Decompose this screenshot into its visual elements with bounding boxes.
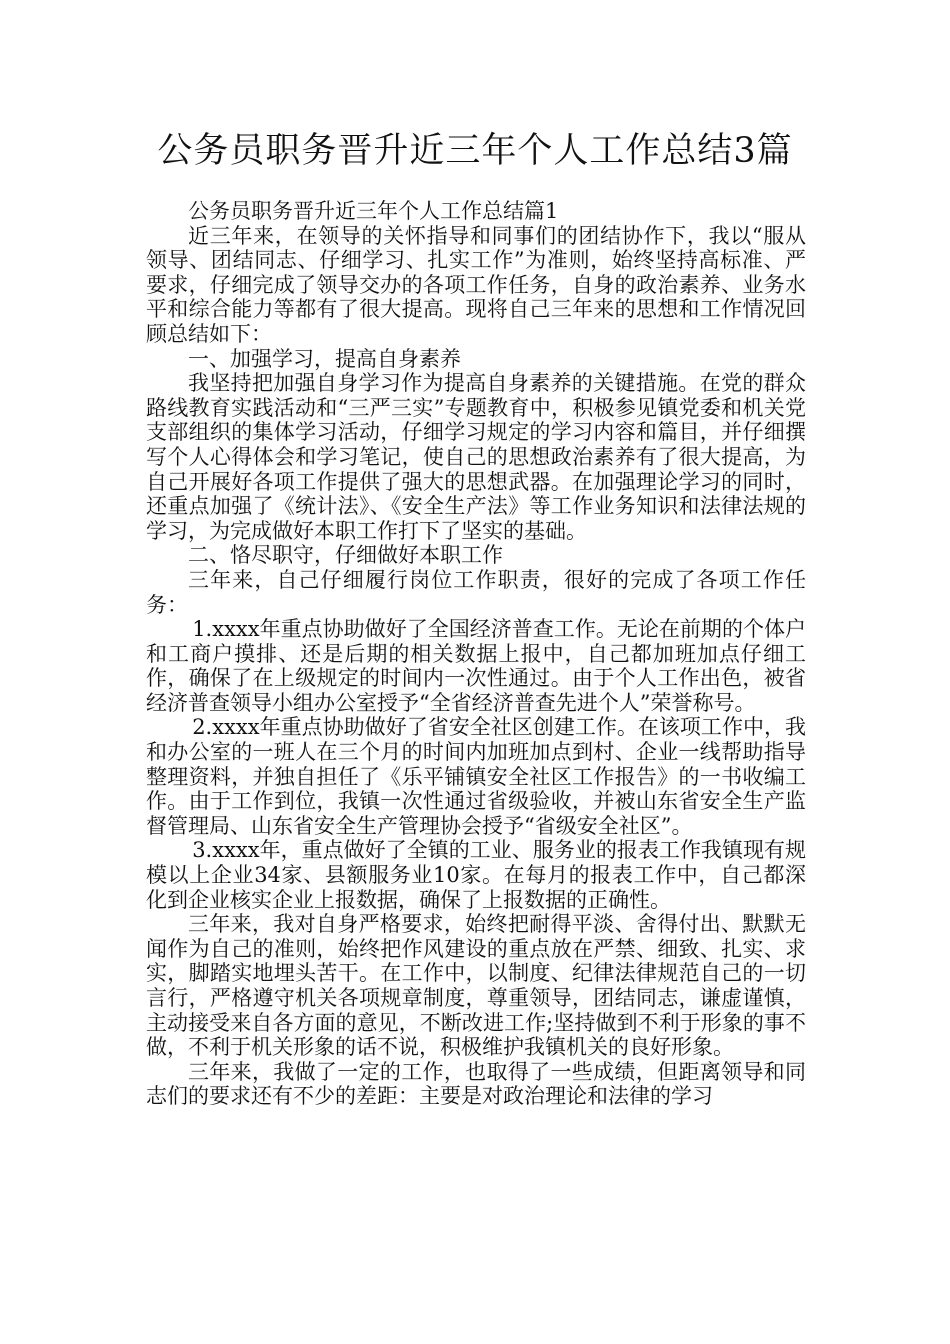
duty-item-2: 2.xxxx年重点协助做好了省安全社区创建工作。在该项工作中，我和办公室的一班人在三个月的时间内加班加点到村、企业一线帮助指导整理资料，并独自担任了《乐平铺镇安全社区工作报告》的一书收编工作。由于工作到位，我镇一次性通过省级验收，并被山东省安全生产监督管理局、山东省安全生产管理协会授予“省级安全社区”。 bbox=[146, 715, 806, 838]
duty-item-3: 3.xxxx年，重点做好了全镇的工业、服务业的报表工作我镇现有规模以上企业34家、县额服务业10家。在每月的报表工作中，自己都深化到企业核实企业上报数据，确保了上报数据的正确性。 bbox=[146, 838, 806, 912]
section-heading-part1: 公务员职务晋升近三年个人工作总结篇1 bbox=[188, 199, 559, 223]
document-body bbox=[146, 199, 806, 1109]
section-heading-duty: 二、恪尽职守，仔细做好本职工作 bbox=[188, 543, 503, 568]
conduct-paragraph: 三年来，我对自身严格要求，始终把耐得平淡、舍得付出、默默无闻作为自己的准则，始终把作风建设的重点放在严禁、细致、扎实、求实，脚踏实地埋头苦干。在工作中，以制度、纪律法律规范自己的一切言行，严格遵守机关各项规章制度，尊重领导，团结同志，谦虚谨慎，主动接受来自各方面的意见，不断改进工作;坚持做到不利于形象的事不做，不利于机关形象的话不说，积极维护我镇机关的良好形象。 bbox=[146, 912, 806, 1060]
intro-paragraph: 近三年来，在领导的关怀指导和同事们的团结协作下，我以“服从领导、团结同志、仔细学习、扎实工作”为准则，始终坚持高标准、严要求，仔细完成了领导交办的各项工作任务，自身的政治素养、业务水平和综合能力等都有了很大提高。现将自己三年来的思想和工作情况回顾总结如下： bbox=[146, 223, 806, 346]
section-heading-study: 一、加强学习，提高自身素养 bbox=[188, 346, 461, 371]
duty-intro-paragraph: 三年来，自己仔细履行岗位工作职责，很好的完成了各项工作任务： bbox=[146, 567, 806, 617]
shortcomings-paragraph: 三年来，我做了一定的工作，也取得了一些成绩，但距离领导和同志们的要求还有不少的差距：主要是对政治理论和法律的学习 bbox=[146, 1059, 806, 1109]
document-title: 公务员职务晋升近三年个人工作总结3篇 bbox=[157, 131, 793, 171]
duty-item-1: 1.xxxx年重点协助做好了全国经济普查工作。无论在前期的个体户和工商户摸排、还是后期的相关数据上报中，自己都加班加点仔细工作，确保了在上级规定的时间内一次性通过。由于个人工作出色，被省经济普查领导小组办公室授予“全省经济普查先进个人”荣誉称号。 bbox=[146, 617, 806, 715]
study-paragraph: 我坚持把加强自身学习作为提高自身素养的关键措施。在党的群众路线教育实践活动和“三严三实”专题教育中，积极参见镇党委和机关党支部组织的集体学习活动，仔细学习规定的学习内容和篇目，并仔细撰写个人心得体会和学习笔记，使自己的思想政治素养有了很大提高，为自己开展好各项工作提供了强大的思想武器。在加强理论学习的同时，还重点加强了《统计法》、《安全生产法》等工作业务知识和法律法规的学习，为完成做好本职工作打下了坚实的基础。 bbox=[146, 371, 806, 543]
